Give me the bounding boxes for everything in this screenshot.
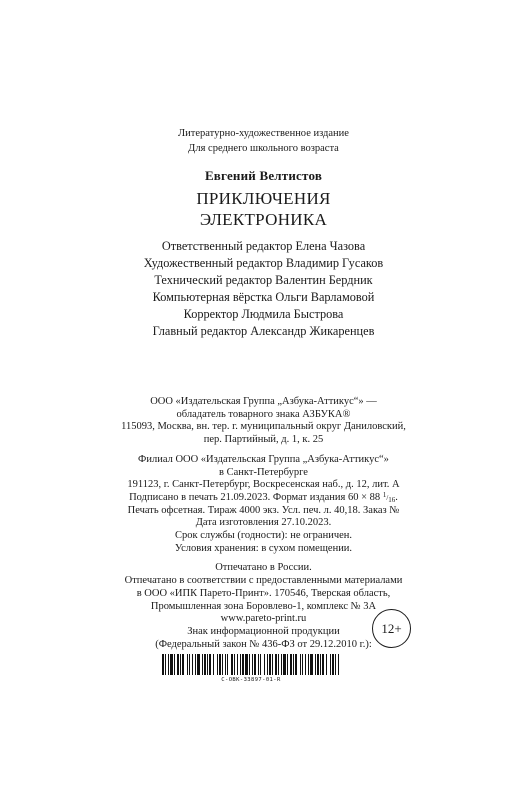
barcode-bar — [269, 654, 271, 675]
barcode-bar — [330, 654, 331, 675]
book-title — [0, 188, 527, 230]
print-info-line: Условия хранения: в сухом помещении. — [174, 542, 353, 554]
barcode-bar — [302, 654, 303, 675]
barcode-bar — [293, 654, 294, 675]
info-sign-line: Знак информационной продукции — [187, 625, 340, 637]
barcode-bar — [192, 654, 193, 675]
branch-line: в Санкт-Петербурге — [219, 466, 308, 478]
barcode-bar — [207, 654, 208, 675]
barcode-bar — [162, 654, 164, 675]
barcode-bar — [315, 654, 316, 675]
barcode-bar — [219, 654, 221, 675]
printer-line: Отпечатано в России. — [215, 562, 312, 574]
title-line-1: ПРИКЛЮЧЕНИЯ — [196, 189, 331, 208]
publisher-line: ООО «Издательская Группа „Азбука-Аттикус“» — — [150, 396, 377, 407]
barcode-bar — [180, 654, 181, 675]
barcode-bar — [300, 654, 301, 675]
barcode-bar — [275, 654, 277, 675]
barcode-bar — [202, 654, 203, 675]
barcode-bar — [237, 654, 238, 675]
barcode-bar — [182, 654, 184, 675]
barcode-bar — [217, 654, 218, 675]
barcode-bar — [204, 654, 206, 675]
barcode-bar — [272, 654, 273, 675]
staff-line: Художественный редактор Владимир Гусаков — [143, 256, 384, 270]
publication-details — [0, 396, 527, 651]
barcode-bar — [283, 654, 286, 675]
staff-line: Главный редактор Александр Жикаренцев — [152, 324, 375, 338]
barcode-bar — [225, 654, 226, 675]
printer-line: в ООО «ИПК Парето-Принт». 170546, Тверская область, — [136, 587, 391, 599]
barcode-bar — [335, 654, 336, 675]
title-line-2: ЭЛЕКТРОНИКА — [199, 210, 328, 229]
publisher-line: 115093, Москва, вн. тер. г. муниципальный округ Даниловский, — [121, 421, 406, 433]
genre-line: Литературно-художественное издание — [178, 128, 349, 139]
barcode-bar — [242, 654, 244, 675]
author-name: Евгений Велтистов — [204, 168, 323, 183]
print-info-line: Дата изготовления 27.10.2023. — [195, 517, 332, 529]
staff-line: Компьютерная вёрстка Ольги Варламовой — [152, 290, 375, 304]
barcode-bar — [322, 654, 324, 675]
genre-block — [0, 126, 527, 156]
editorial-staff — [0, 238, 527, 340]
barcode-bar — [234, 654, 235, 675]
barcode-bar — [317, 654, 319, 675]
barcode-bar — [287, 654, 288, 675]
barcode-bar — [187, 654, 188, 675]
age-rating-badge: 12+ — [372, 609, 411, 648]
barcode-bar — [195, 654, 196, 675]
printer-line: Отпечатано в соответствии с предоставленными материалами — [124, 575, 403, 587]
barcode-bar — [326, 654, 327, 675]
staff-line: Ответственный редактор Елена Чазова — [161, 239, 366, 253]
barcode-bar — [165, 654, 166, 675]
staff-line: Технический редактор Валентин Бердник — [154, 273, 373, 287]
barcode-bar — [177, 654, 179, 675]
print-info-line: Срок службы (годности): не ограничен. — [174, 530, 353, 542]
barcode-bar — [189, 654, 190, 675]
barcode-bar — [264, 654, 265, 675]
barcode-bar — [213, 654, 214, 675]
printer-line: Промышленная зона Боровлево-1, комплекс № 3А — [150, 600, 377, 612]
barcode-bar — [305, 654, 306, 675]
barcode-bar — [278, 654, 279, 675]
barcode-bar — [227, 654, 228, 675]
audience-line: Для среднего школьного возраста — [188, 143, 339, 154]
branch-line: 191123, г. Санкт-Петербург, Воскресенская наб., д. 12, лит. А — [127, 479, 400, 491]
barcode-bar — [260, 654, 261, 675]
barcode — [162, 654, 340, 675]
barcode-bar — [222, 654, 223, 675]
barcode-bar — [267, 654, 268, 675]
barcode-bar — [174, 654, 175, 675]
barcode-bar — [245, 654, 248, 675]
publisher-line: обладатель товарного знака АЗБУКА® — [176, 408, 351, 420]
printer-website: www.pareto-print.ru — [220, 613, 307, 625]
branch-line: Филиал ООО «Издательская Группа „Азбука-Аттикус“» — [138, 453, 389, 465]
barcode-bar — [295, 654, 297, 675]
barcode-bar — [249, 654, 250, 675]
publisher-line: пер. Партийный, д. 1, к. 25 — [203, 434, 324, 446]
barcode-text: С-ОВК-33897-01-R — [221, 677, 281, 683]
barcode-bar — [290, 654, 292, 675]
barcode-bar — [308, 654, 309, 675]
barcode-bar — [168, 654, 169, 675]
barcode-bar — [310, 654, 313, 675]
barcode-bar — [197, 654, 200, 675]
format-fraction: 1/16 — [382, 490, 396, 504]
staff-line: Корректор Людмила Быстрова — [183, 307, 344, 321]
barcode-bar — [320, 654, 321, 675]
barcode-bar — [231, 654, 233, 675]
barcode-bar — [332, 654, 334, 675]
barcode-bar — [209, 654, 211, 675]
print-signed-line: Подписано в печать 21.09.2023. Формат издания 60 × 88 1/16. — [129, 490, 398, 504]
barcode-bar — [338, 654, 339, 675]
barcode-bar — [281, 654, 282, 675]
print-info-line: Печать офсетная. Тираж 4000 экз. Усл. печ. л. 40,18. Заказ № — [127, 504, 400, 516]
barcode-bar — [170, 654, 173, 675]
barcode-bar — [254, 654, 256, 675]
info-sign-line: (Федеральный закон № 436-ФЗ от 29.12.2010 г.): — [155, 638, 372, 650]
barcode-bar — [240, 654, 241, 675]
barcode-bar — [252, 654, 253, 675]
barcode-bar — [258, 654, 259, 675]
